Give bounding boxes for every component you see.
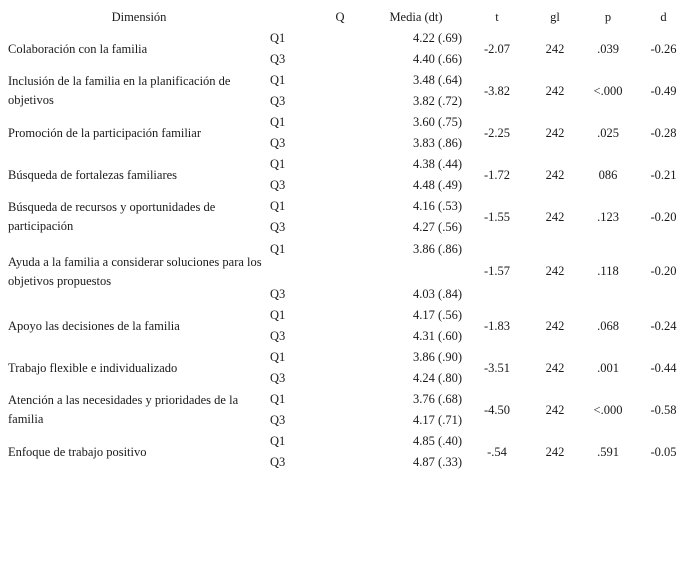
quartile-label: Q3 bbox=[270, 94, 286, 108]
p-value: .591 bbox=[597, 444, 619, 459]
empty-cell bbox=[310, 112, 370, 133]
mean-value: 4.40 (.66) bbox=[413, 52, 462, 66]
empty-cell bbox=[310, 70, 370, 91]
d-value: -0.24 bbox=[650, 318, 677, 333]
p-value: .118 bbox=[597, 264, 619, 278]
mean-value: 3.86 (.86) bbox=[413, 242, 462, 256]
gl-value: 242 bbox=[545, 264, 565, 278]
t-value: -3.82 bbox=[483, 83, 511, 98]
quartile-label: Q1 bbox=[270, 199, 286, 213]
t-value: -4.50 bbox=[483, 402, 511, 417]
header-spacer bbox=[270, 6, 310, 28]
table-row bbox=[8, 238, 689, 284]
empty-cell bbox=[310, 305, 370, 326]
d-value: -0.05 bbox=[650, 444, 677, 459]
gl-value: 242 bbox=[545, 360, 565, 375]
gl-value: 242 bbox=[545, 125, 565, 140]
mean-value: 4.31 (.60) bbox=[413, 329, 462, 343]
p-value: <.000 bbox=[593, 83, 623, 98]
statistics-table bbox=[8, 6, 689, 473]
quartile-label: Q3 bbox=[270, 178, 286, 192]
table-row bbox=[8, 154, 689, 175]
gl-value: 242 bbox=[545, 83, 565, 98]
t-value: -3.51 bbox=[483, 360, 511, 375]
dimension-label: Colaboración con la familia bbox=[8, 41, 148, 56]
dimension-label: Trabajo flexible e individualizado bbox=[8, 360, 178, 375]
t-value: -2.25 bbox=[483, 125, 511, 140]
dimension-label: Búsqueda de recursos y oportunidades de participación bbox=[8, 200, 216, 233]
quartile-label: Q1 bbox=[270, 434, 286, 448]
empty-cell bbox=[310, 133, 370, 154]
mean-value: 3.82 (.72) bbox=[413, 94, 462, 108]
d-value: -0.49 bbox=[650, 83, 677, 98]
quartile-label: Q3 bbox=[270, 455, 286, 469]
dimension-label: Promoción de la participación familiar bbox=[8, 125, 201, 140]
quartile-label: Q1 bbox=[270, 31, 286, 45]
mean-value: 4.24 (.80) bbox=[413, 371, 462, 385]
d-value: -0.20 bbox=[650, 264, 677, 278]
t-value: -1.72 bbox=[483, 167, 511, 182]
mean-value: 3.76 (.68) bbox=[413, 392, 462, 406]
empty-cell bbox=[310, 196, 370, 217]
mean-value: 4.27 (.56) bbox=[413, 220, 462, 234]
header-q: Q bbox=[335, 9, 345, 24]
p-value: .068 bbox=[597, 318, 619, 333]
header-gl: gl bbox=[550, 9, 560, 24]
t-value: -1.55 bbox=[483, 209, 511, 224]
gl-value: 242 bbox=[545, 209, 565, 224]
quartile-label: Q1 bbox=[270, 157, 286, 171]
mean-value: 4.17 (.56) bbox=[413, 308, 462, 322]
table-row bbox=[8, 112, 689, 133]
mean-value: 4.17 (.71) bbox=[413, 413, 462, 427]
quartile-label: Q3 bbox=[270, 371, 286, 385]
empty-cell bbox=[310, 28, 370, 49]
header-dimension: Dimensión bbox=[111, 9, 167, 24]
dimension-label: Enfoque de trabajo positivo bbox=[8, 444, 147, 459]
mean-value: 4.22 (.69) bbox=[413, 31, 462, 45]
t-value: -.54 bbox=[487, 444, 507, 459]
mean-value: 3.86 (.90) bbox=[413, 350, 462, 364]
mean-value: 3.60 (.75) bbox=[413, 115, 462, 129]
p-value: .039 bbox=[597, 41, 619, 56]
mean-value: 4.85 (.40) bbox=[413, 434, 462, 448]
table-row bbox=[8, 431, 689, 452]
quartile-label: Q1 bbox=[270, 242, 286, 256]
empty-cell bbox=[310, 154, 370, 175]
gl-value: 242 bbox=[545, 318, 565, 333]
table-body bbox=[8, 28, 689, 473]
table-row bbox=[8, 347, 689, 368]
quartile-label: Q3 bbox=[270, 52, 286, 66]
d-value: -0.28 bbox=[650, 125, 677, 140]
dimension-label: Búsqueda de fortalezas familiares bbox=[8, 167, 178, 182]
empty-cell bbox=[310, 368, 370, 389]
table-row bbox=[8, 28, 689, 49]
t-value: -1.83 bbox=[483, 318, 511, 333]
d-value: -0.44 bbox=[650, 360, 677, 375]
mean-value: 4.87 (.33) bbox=[413, 455, 462, 469]
table-row bbox=[8, 70, 689, 91]
p-value: 086 bbox=[598, 167, 618, 182]
dimension-label: Atención a las necesidades y prioridades de la familia bbox=[8, 393, 239, 426]
quartile-label: Q1 bbox=[270, 308, 286, 322]
gl-value: 242 bbox=[545, 41, 565, 56]
t-value: -1.57 bbox=[483, 264, 511, 278]
table-row bbox=[8, 196, 689, 217]
quartile-label: Q3 bbox=[270, 329, 286, 343]
gl-value: 242 bbox=[545, 167, 565, 182]
p-value: .123 bbox=[597, 209, 619, 224]
header-d: d bbox=[660, 9, 667, 24]
quartile-label: Q3 bbox=[270, 287, 286, 301]
quartile-label: Q1 bbox=[270, 115, 286, 129]
empty-cell bbox=[310, 452, 370, 473]
dimension-label: Apoyo las decisiones de la familia bbox=[8, 318, 180, 333]
quartile-label: Q1 bbox=[270, 73, 286, 87]
d-value: -0.21 bbox=[650, 167, 677, 182]
empty-cell bbox=[310, 238, 370, 284]
empty-cell bbox=[310, 326, 370, 347]
empty-cell bbox=[310, 410, 370, 431]
p-value: <.000 bbox=[593, 402, 623, 417]
dimension-label: Ayuda a la familia a considerar soluciones para los objetivos propuestos bbox=[8, 254, 262, 288]
empty-cell bbox=[310, 91, 370, 112]
table-row bbox=[8, 305, 689, 326]
empty-cell bbox=[310, 389, 370, 410]
mean-value: 4.38 (.44) bbox=[413, 157, 462, 171]
d-value: -0.58 bbox=[650, 402, 677, 417]
mean-value: 4.16 (.53) bbox=[413, 199, 462, 213]
d-value: -0.20 bbox=[650, 209, 677, 224]
header-t: t bbox=[495, 9, 499, 24]
empty-cell bbox=[310, 175, 370, 196]
quartile-label: Q1 bbox=[270, 350, 286, 364]
mean-value: 3.48 (.64) bbox=[413, 73, 462, 87]
quartile-label: Q3 bbox=[270, 136, 286, 150]
gl-value: 242 bbox=[545, 402, 565, 417]
empty-cell bbox=[310, 431, 370, 452]
mean-value: 4.48 (.49) bbox=[413, 178, 462, 192]
empty-cell bbox=[310, 347, 370, 368]
quartile-label: Q3 bbox=[270, 220, 286, 234]
mean-value: 3.83 (.86) bbox=[413, 136, 462, 150]
t-value: -2.07 bbox=[483, 41, 511, 56]
dimension-label: Inclusión de la familia en la planificación de objetivos bbox=[8, 74, 231, 107]
empty-cell bbox=[310, 49, 370, 70]
header-media: Media (dt) bbox=[389, 9, 443, 24]
gl-value: 242 bbox=[545, 444, 565, 459]
mean-value: 4.03 (.84) bbox=[413, 287, 462, 301]
p-value: .025 bbox=[597, 125, 619, 140]
d-value: -0.26 bbox=[650, 41, 677, 56]
p-value: .001 bbox=[597, 360, 619, 375]
header-p: p bbox=[604, 9, 612, 24]
table-row bbox=[8, 389, 689, 410]
header-row bbox=[8, 6, 689, 28]
empty-cell bbox=[310, 284, 370, 305]
quartile-label: Q1 bbox=[270, 392, 286, 406]
empty-cell bbox=[310, 217, 370, 238]
quartile-label: Q3 bbox=[270, 413, 286, 427]
